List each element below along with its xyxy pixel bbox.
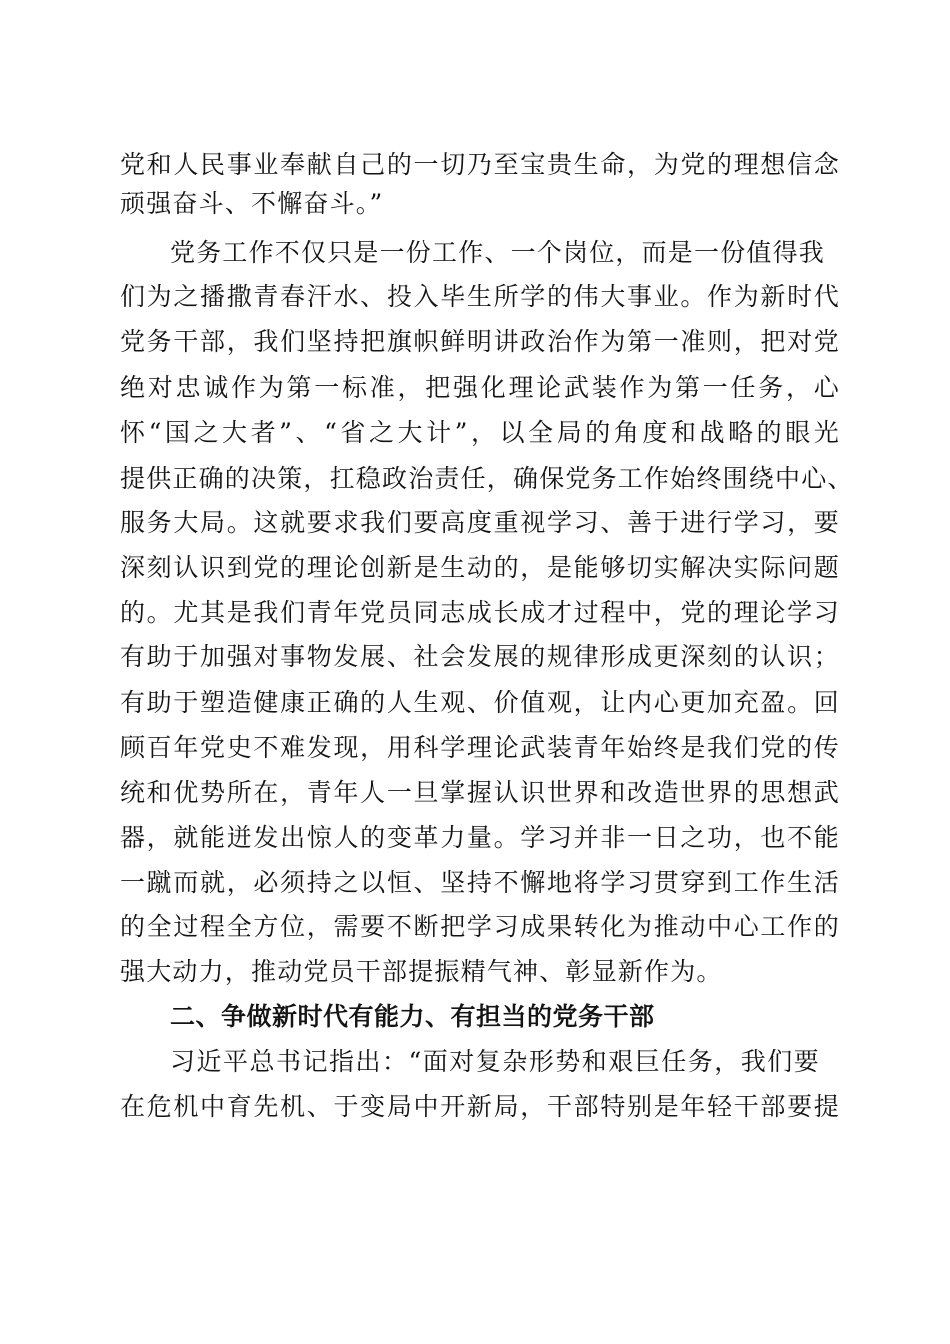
text-line: 统和优势所在，青年人一旦掌握认识世界和改造世界的思想武: [120, 778, 840, 807]
text-line: 深刻认识到党的理论创新是生动的，是能够切实解决实际问题: [120, 553, 840, 582]
text-line: 提供正确的决策，扛稳政治责任，确保党务工作始终围绕中心、: [120, 464, 854, 493]
section-heading: 二、争做新时代有能力、有担当的党务干部: [170, 1002, 655, 1031]
text-line: 强大动力，推动党员干部提振精气神、彰显新作为。: [120, 957, 723, 986]
text-line: 在危机中育先机、于变局中开新局，干部特别是年轻干部要提: [120, 1092, 840, 1121]
text-line: 怀“国之大者”、“省之大计”，以全局的角度和战略的眼光: [120, 418, 840, 447]
text-line: 器，就能迸发出惊人的变革力量。学习并非一日之功，也不能: [120, 823, 840, 852]
paragraph-first-line: 党务工作不仅只是一份工作、一个岗位，而是一份值得我: [170, 238, 826, 267]
text-line: 绝对忠诚作为第一标准，把强化理论武装作为第一任务，心: [120, 373, 840, 402]
text-line: 们为之播撒青春汗水、投入毕生所学的伟大事业。作为新时代: [120, 282, 840, 311]
text-line: 顽强奋斗、不懈奋斗。”: [120, 189, 384, 218]
text-line: 顾百年党史不难发现，用科学理论武装青年始终是我们党的传: [120, 733, 840, 762]
text-line: 党务干部，我们坚持把旗帜鲜明讲政治作为第一准则，把对党: [120, 327, 840, 356]
text-line: 有助于加强对事物发展、社会发展的规律形成更深刻的认识；: [120, 642, 840, 671]
text-line: 党和人民事业奉献自己的一切乃至宝贵生命，为党的理想信念: [120, 150, 840, 179]
text-line: 有助于塑造健康正确的人生观、价值观，让内心更加充盈。回: [120, 688, 840, 717]
text-line: 的全过程全方位，需要不断把学习成果转化为推动中心工作的: [120, 912, 840, 941]
text-line: 服务大局。这就要求我们要高度重视学习、善于进行学习，要: [120, 508, 840, 537]
text-line: 的。尤其是我们青年党员同志成长成才过程中，党的理论学习: [120, 598, 840, 627]
text-line: 一蹴而就，必须持之以恒、坚持不懈地将学习贯穿到工作生活: [120, 868, 840, 897]
paragraph-first-line: 习近平总书记指出：“面对复杂形势和艰巨任务，我们要: [170, 1047, 820, 1076]
